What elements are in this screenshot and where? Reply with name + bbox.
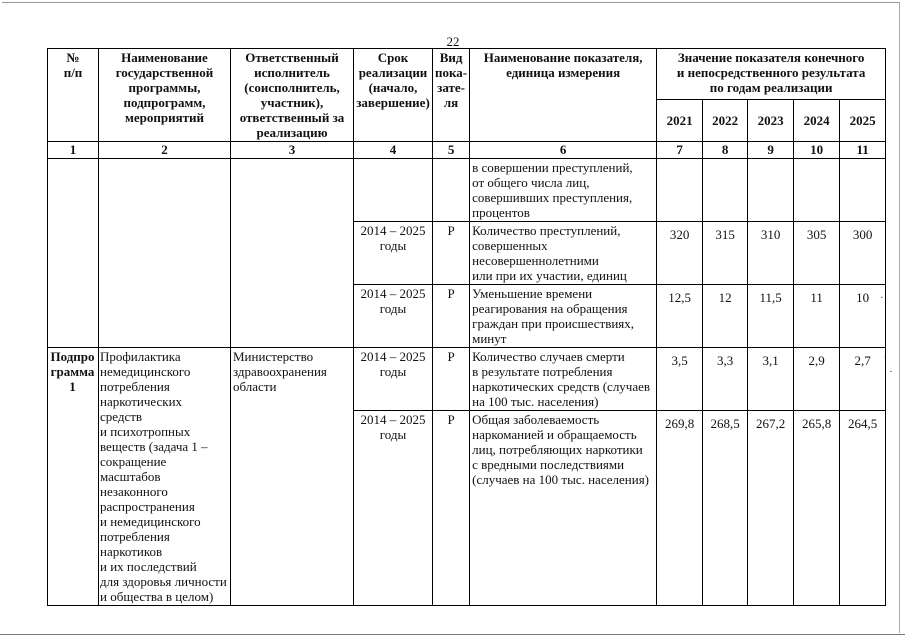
- value-cell: [748, 159, 794, 222]
- value-cell: 3,5: [657, 348, 703, 411]
- header-number: № п/п: [48, 49, 99, 142]
- value-cell: [703, 159, 748, 222]
- value-cell: 300: [840, 222, 886, 285]
- value-cell: [657, 159, 703, 222]
- scan-mark: ,: [884, 348, 887, 360]
- indicator-table: [47, 48, 886, 606]
- header-year: 2021: [657, 99, 703, 141]
- value-cell: 3,1: [748, 348, 794, 411]
- subprogram-executor: Министерство здравоохранения области: [231, 348, 354, 606]
- indicator-name-cell: Общая заболеваемость наркоманией и обращаемость лиц, потребляющих наркотики с вредными последствиями (случаев на 100 тыс. населения): [470, 411, 657, 606]
- term-cell: 2014 – 2025 годы: [354, 222, 433, 285]
- header-values: Значение показателя конечного и непосредственного результата по годам реализации: [657, 49, 886, 100]
- value-cell: 2,7: [840, 348, 886, 411]
- value-cell: 305: [794, 222, 840, 285]
- value-cell: [840, 159, 886, 222]
- indicator-name-cell: Количество случаев смерти в результате потребления наркотических средств (случаев на 100 тыс. населения): [470, 348, 657, 411]
- term-cell: 2014 – 2025 годы: [354, 285, 433, 348]
- indicator-name-cell: Количество преступлений, совершенных несовершеннолетними или при их участии, единиц: [470, 222, 657, 285]
- indicator-type-cell: Р: [433, 222, 470, 285]
- column-number: 10: [794, 142, 840, 159]
- indicator-type-cell: Р: [433, 348, 470, 411]
- header-term: Срок реализации (начало, завершение): [354, 49, 433, 142]
- value-cell: 268,5: [703, 411, 748, 606]
- header-indicator-type: Вид пока- зате- ля: [433, 49, 470, 142]
- header-program-name: Наименование государственной программы, подпрограмм, мероприятий: [99, 49, 231, 142]
- column-number: 3: [231, 142, 354, 159]
- header-indicator-name: Наименование показателя, единица измерения: [470, 49, 657, 142]
- value-cell: 265,8: [794, 411, 840, 606]
- indicator-type-cell: Р: [433, 411, 470, 606]
- column-number-row: [48, 142, 886, 159]
- header-year: 2023: [748, 99, 794, 141]
- header-year: 2025: [840, 99, 886, 141]
- column-number: 1: [48, 142, 99, 159]
- term-cell: [354, 159, 433, 222]
- column-number: 8: [703, 142, 748, 159]
- value-cell: 12: [703, 285, 748, 348]
- table-row: [48, 159, 886, 222]
- column-number: 2: [99, 142, 231, 159]
- value-cell: 315: [703, 222, 748, 285]
- header-year: 2024: [794, 99, 840, 141]
- indicator-type-cell: [433, 159, 470, 222]
- value-cell: 11: [794, 285, 840, 348]
- indicator-name-cell: в совершении преступлений, от общего числа лиц, совершивших преступления, процентов: [470, 159, 657, 222]
- empty-cell: [48, 159, 99, 348]
- subprogram-number: Подпро грамма 1: [48, 348, 99, 606]
- value-cell: 264,5: [840, 411, 886, 606]
- value-cell: 267,2: [748, 411, 794, 606]
- column-number: 11: [840, 142, 886, 159]
- indicator-type-cell: Р: [433, 285, 470, 348]
- column-number: 6: [470, 142, 657, 159]
- scan-mark: ·: [889, 366, 893, 378]
- empty-cell: [231, 159, 354, 348]
- value-cell: 12,5: [657, 285, 703, 348]
- page-number: 22: [446, 34, 460, 49]
- header-year: 2022: [703, 99, 748, 141]
- header-executor: Ответственный исполнитель (соисполнитель, участник), ответственный за реализацию: [231, 49, 354, 142]
- value-cell: 310: [748, 222, 794, 285]
- term-cell: 2014 – 2025 годы: [354, 348, 433, 411]
- value-cell: 320: [657, 222, 703, 285]
- column-number: 5: [433, 142, 470, 159]
- bottom-rule: [0, 634, 905, 635]
- indicator-name-cell: Уменьшение времени реагирования на обращения граждан при происшествиях, минут: [470, 285, 657, 348]
- value-cell: 10: [840, 285, 886, 348]
- scan-mark: ·: [880, 292, 884, 304]
- column-number: 9: [748, 142, 794, 159]
- value-cell: 269,8: [657, 411, 703, 606]
- value-cell: [794, 159, 840, 222]
- value-cell: 11,5: [748, 285, 794, 348]
- column-number: 7: [657, 142, 703, 159]
- term-cell: 2014 – 2025 годы: [354, 411, 433, 606]
- value-cell: 2,9: [794, 348, 840, 411]
- table-row: [48, 348, 886, 411]
- column-number: 4: [354, 142, 433, 159]
- subprogram-name: Профилактика немедицинского потребления наркотических средств и психотропных веществ (задача 1 – сокращение масштабов незаконного распространения и немедицинского потребления наркотиков и их последствий для здоровья личности и общества в целом): [99, 348, 231, 606]
- empty-cell: [99, 159, 231, 348]
- value-cell: 3,3: [703, 348, 748, 411]
